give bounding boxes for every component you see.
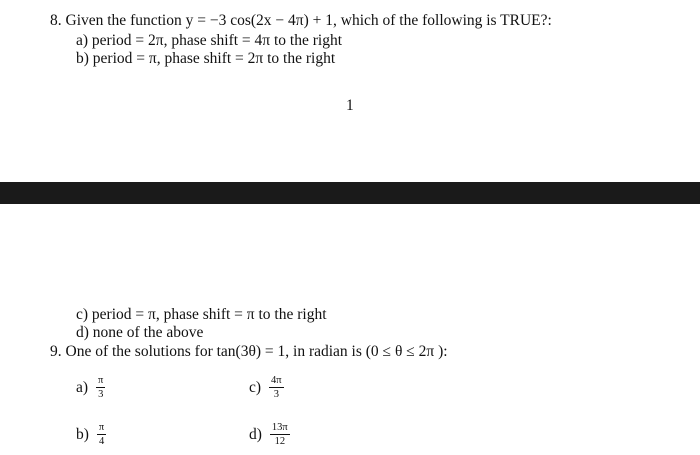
q9-option-d: [249, 422, 290, 447]
q8-option-a: a) period = 2π, phase shift = 4π to the right: [76, 32, 343, 49]
q9-option-b: [76, 422, 106, 447]
q9-option-c-label: c): [249, 378, 262, 396]
q8-option-b: b) period = π, phase shift = 2π to the right: [76, 50, 336, 67]
page-number: 1: [346, 97, 354, 114]
q9-option-b-label: b): [76, 425, 89, 443]
page-break-bar: [0, 182, 700, 204]
q9-option-a-label: a): [76, 378, 89, 396]
q9-option-d-fraction: [270, 422, 290, 447]
q9-option-c: [249, 375, 284, 400]
q8-option-c: c) period = π, phase shift = π to the right: [76, 306, 327, 323]
q9-option-a-denominator: 3: [98, 389, 104, 400]
q9-option-b-denominator: 4: [98, 436, 105, 447]
q8-stem: 8. Given the function y = −3 cos(2x − 4π) + 1, which of the following is TRUE?:: [50, 12, 552, 29]
q9-option-c-denominator: 3: [273, 389, 279, 400]
q8-option-d: d) none of the above: [76, 324, 204, 341]
q9-option-b-numerator: π: [98, 422, 105, 433]
q9-option-a-fraction: [96, 375, 105, 400]
q9-option-d-numerator: 13π: [271, 422, 288, 433]
q9-option-c-fraction: [269, 375, 284, 400]
q9-option-c-numerator: 4π: [271, 375, 282, 386]
q9-option-a: [76, 375, 105, 400]
q9-option-a-numerator: π: [98, 375, 104, 386]
q9-option-d-denominator: 12: [274, 436, 286, 447]
q9-option-d-label: d): [249, 425, 262, 443]
q9-stem: 9. One of the solutions for tan(3θ) = 1, in radian is (0 ≤ θ ≤ 2π ):: [50, 343, 448, 360]
q9-option-b-fraction: [97, 422, 106, 447]
